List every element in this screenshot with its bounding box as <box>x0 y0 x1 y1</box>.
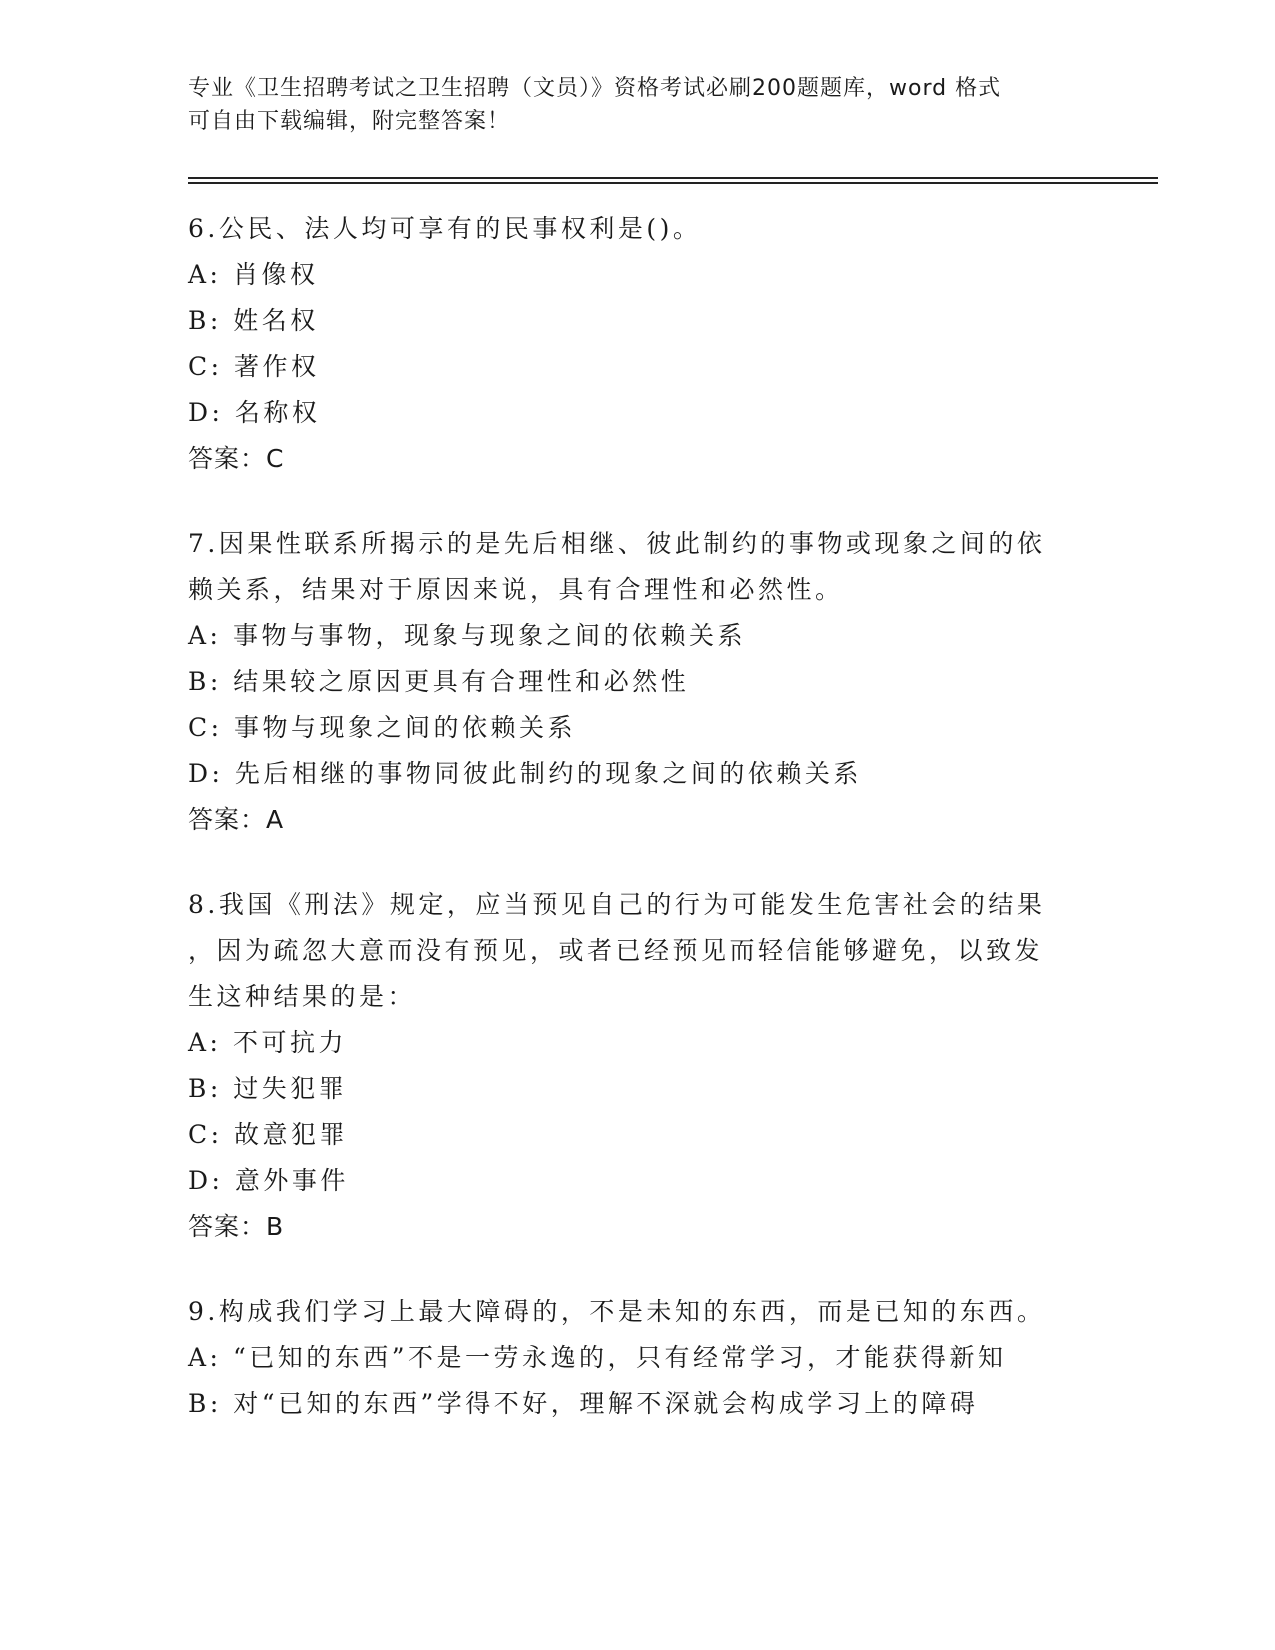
option-label: B: <box>188 667 222 696</box>
option-text: 对“已知的东西”学得不好，理解不深就会构成学习上的障碍 <box>233 1389 979 1418</box>
option-text: 姓名权 <box>233 306 319 335</box>
option-label: B: <box>188 306 222 335</box>
option-label: A: <box>188 260 222 289</box>
option-c <box>188 705 1088 751</box>
option-b <box>188 1381 1088 1427</box>
option-text: “已知的东西”不是一劳永逸的，只有经常学习，才能获得新知 <box>232 1343 1007 1372</box>
option-text: 意外事件 <box>234 1166 349 1195</box>
option-text: 结果较之原因更具有合理性和必然性 <box>233 667 690 696</box>
option-label: D: <box>188 398 224 427</box>
document-header <box>188 72 1088 138</box>
question-8 <box>188 882 1088 1250</box>
option-text: 名称权 <box>234 398 321 427</box>
question-9 <box>188 1289 1088 1427</box>
answer: 答案：C <box>188 444 285 473</box>
question-text: 6.公民、法人均可享有的民事权利是()。 <box>188 214 702 243</box>
option-text: 事物与事物，现象与现象之间的依赖关系 <box>232 621 746 650</box>
option-label: A: <box>188 621 222 650</box>
question-text: 赖关系，结果对于原因来说，具有合理性和必然性。 <box>188 575 844 604</box>
option-text: 著作权 <box>234 352 320 381</box>
question-text: 7.因果性联系所揭示的是先后相继、彼此制约的事物或现象之间的依 <box>188 529 1046 558</box>
option-a <box>188 1335 1088 1381</box>
option-label: A: <box>188 1343 222 1372</box>
header-divider-top <box>188 177 1158 179</box>
option-c <box>188 344 1088 390</box>
option-a <box>188 1020 1088 1066</box>
question-text: 8.我国《刑法》规定，应当预见自己的行为可能发生危害社会的结果 <box>188 890 1046 919</box>
option-label: B: <box>188 1389 222 1418</box>
option-label: A: <box>188 1028 222 1057</box>
answer: 答案：A <box>188 805 285 834</box>
option-label: C: <box>188 713 223 742</box>
option-c <box>188 1112 1088 1158</box>
option-d <box>188 751 1088 797</box>
header-divider-bottom <box>188 182 1158 184</box>
option-text: 过失犯罪 <box>233 1074 348 1103</box>
question-7 <box>188 521 1088 843</box>
option-d <box>188 1158 1088 1204</box>
option-a <box>188 252 1088 298</box>
question-text: 生这种结果的是： <box>188 982 417 1011</box>
option-b <box>188 298 1088 344</box>
question-6 <box>188 206 1088 482</box>
option-b <box>188 1066 1088 1112</box>
option-label: D: <box>188 759 224 788</box>
question-text: 9.构成我们学习上最大障碍的，不是未知的东西，而是已知的东西。 <box>188 1297 1046 1326</box>
question-text: ，因为疏忽大意而没有预见，或者已经预见而轻信能够避免，以致发 <box>188 936 1044 965</box>
option-d <box>188 390 1088 436</box>
option-text: 故意犯罪 <box>234 1120 349 1149</box>
option-text: 肖像权 <box>232 260 319 289</box>
question-list <box>188 206 1088 1466</box>
option-a <box>188 613 1088 659</box>
option-text: 不可抗力 <box>232 1028 347 1057</box>
header-line-2: 可自由下载编辑，附完整答案！ <box>188 109 511 134</box>
option-b <box>188 659 1088 705</box>
option-label: C: <box>188 352 223 381</box>
option-text: 事物与现象之间的依赖关系 <box>234 713 577 742</box>
header-line-1: 专业《卫生招聘考试之卫生招聘（文员）》资格考试必刷200题题库，word 格式 <box>188 76 1002 101</box>
answer: 答案：B <box>188 1212 285 1241</box>
option-label: C: <box>188 1120 223 1149</box>
option-text: 先后相继的事物同彼此制约的现象之间的依赖关系 <box>234 759 862 788</box>
option-label: B: <box>188 1074 222 1103</box>
option-label: D: <box>188 1166 224 1195</box>
